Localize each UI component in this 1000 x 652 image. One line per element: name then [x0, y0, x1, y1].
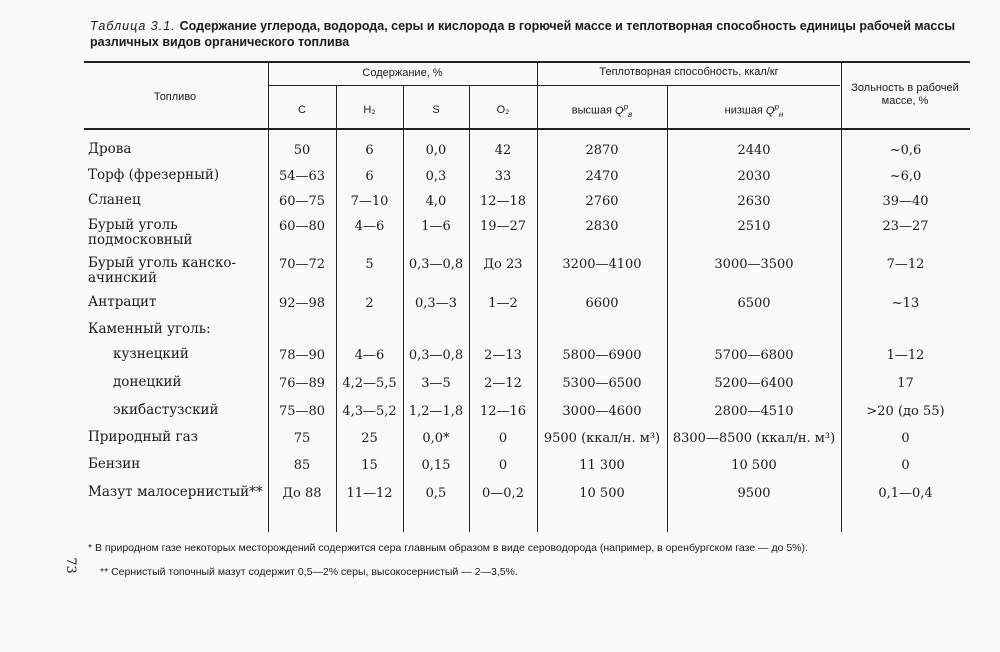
header-content: Содержание, % — [362, 67, 443, 79]
cell-h: 4—6 — [354, 348, 385, 363]
cell-low: 8300—8500 (ккал/н. м³) — [672, 431, 836, 446]
cell-o: 12—16 — [479, 404, 527, 419]
cell-ash: 23—27 — [882, 219, 929, 234]
cell-h: 15 — [361, 458, 378, 473]
cell-low: 9500 — [737, 486, 771, 501]
cell-ash: 39—40 — [882, 194, 929, 209]
rule-header-bottom — [84, 128, 970, 130]
cell-s: 0,3—0,8 — [408, 348, 464, 363]
header-fuel: Топливо — [153, 91, 197, 103]
cell-low: 3000—3500 — [714, 257, 794, 272]
header-lower-label: низшая — [724, 104, 763, 117]
cell-s: 0,0 — [425, 143, 447, 158]
fuel-name: кузнецкий — [113, 346, 189, 362]
header-o: O₂ — [496, 104, 510, 116]
header-h: H₂ — [363, 104, 376, 116]
cell-low: 10 500 — [731, 458, 777, 473]
header-higher-label: высшая — [571, 104, 612, 117]
cell-c: 78—90 — [278, 348, 326, 363]
cell-ash: 0 — [901, 458, 910, 473]
footnote-mazut: ** Сернистый топочный мазут содержит 0,5—2% серы, высокосернистый — 2—3,5%. — [100, 566, 518, 578]
cell-h: 11—12 — [346, 486, 393, 501]
cell-h: 25 — [361, 431, 378, 446]
cell-ash: 17 — [897, 376, 914, 391]
caption-text: Содержание углерода, водорода, серы и кислорода в горючей массе и теплотворная способность единицы рабочей массы различных видов органического топлива — [90, 19, 955, 49]
cell-s: 1—6 — [421, 219, 451, 234]
caption-label: Таблица 3.1. — [90, 19, 176, 33]
cell-high: 9500 (ккал/н. м³) — [543, 431, 661, 446]
cell-o: 19—27 — [479, 219, 527, 234]
rule-subheader — [268, 85, 840, 86]
cell-o: До 23 — [483, 257, 523, 272]
cell-o: 33 — [494, 169, 512, 184]
cell-low: 2440 — [737, 143, 771, 158]
cell-c: До 88 — [282, 486, 322, 501]
cell-o: 0—0,2 — [482, 486, 524, 501]
cell-h: 4,3—5,2 — [342, 404, 397, 419]
header-lower — [667, 100, 841, 121]
cell-high: 11 300 — [579, 458, 625, 473]
cell-ash: 7—12 — [886, 257, 925, 272]
cell-o: 0 — [498, 458, 508, 473]
header-higher-q: $Q^р_в$ — [615, 102, 633, 119]
cell-h: 4,2—5,5 — [342, 376, 397, 391]
cell-high: 3200—4100 — [562, 257, 642, 272]
cell-high: 2760 — [585, 194, 619, 209]
cell-high: 2830 — [585, 219, 619, 234]
cell-ash: 0 — [901, 431, 910, 446]
cell-c: 50 — [293, 143, 311, 158]
cell-high: 6600 — [585, 296, 619, 311]
cell-c: 75—80 — [278, 404, 326, 419]
header-lower-q: $Q^р_н$ — [765, 102, 784, 119]
cell-low: 2030 — [737, 169, 771, 184]
table-caption — [90, 18, 970, 50]
fuel-name: экибастузский — [113, 402, 219, 418]
cell-h: 7—10 — [350, 194, 389, 209]
cell-o: 12—18 — [479, 194, 527, 209]
cell-o: 1—2 — [488, 296, 518, 311]
header-ash: Зольность в рабочей массе, % — [851, 82, 959, 107]
cell-h: 6 — [365, 143, 374, 158]
cell-high: 2470 — [585, 169, 619, 184]
cell-o: 42 — [494, 143, 512, 158]
cell-c: 60—80 — [278, 219, 326, 234]
cell-low: 2800—4510 — [714, 404, 794, 419]
header-higher — [537, 100, 667, 121]
cell-s: 0,3—3 — [415, 296, 457, 311]
fuel-name: Бензин — [88, 456, 141, 472]
cell-ash: ~6,0 — [889, 169, 922, 184]
cell-c: 85 — [293, 458, 311, 473]
cell-low: 2630 — [737, 194, 771, 209]
cell-c: 92—98 — [278, 296, 326, 311]
cell-high: 10 500 — [579, 486, 625, 501]
cell-s: 0,5 — [425, 486, 447, 501]
fuel-name: Сланец — [88, 192, 141, 208]
cell-h: 6 — [365, 169, 374, 184]
cell-h: 2 — [365, 296, 374, 311]
cell-ash: ~13 — [891, 296, 920, 311]
fuel-name: донецкий — [113, 374, 182, 390]
cell-s: 0,3—0,8 — [408, 257, 464, 272]
cell-low: 2510 — [737, 219, 771, 234]
fuel-name: Торф (фрезерный) — [88, 167, 220, 183]
cell-s: 0,15 — [421, 458, 451, 473]
cell-s: 1,2—1,8 — [408, 404, 464, 419]
header-heat: Теплотворная способность, ккал/кг — [599, 66, 779, 78]
cell-h: 5 — [365, 257, 374, 272]
fuel-name: Антрацит — [88, 294, 157, 310]
header-s: S — [432, 104, 440, 116]
cell-c: 75 — [293, 431, 311, 446]
cell-s: 0,3 — [425, 169, 447, 184]
cell-c: 70—72 — [278, 257, 326, 272]
cell-ash: 1—12 — [886, 348, 925, 363]
fuel-name: Дрова — [88, 141, 132, 157]
fuel-name: Природный газ — [88, 429, 199, 445]
cell-high: 2870 — [585, 143, 619, 158]
page-number: 73 — [62, 557, 78, 574]
cell-ash: >20 (до 55) — [866, 404, 945, 419]
cell-c: 54—63 — [278, 169, 326, 184]
fuel-name: Бурый уголь подмосковный — [88, 217, 193, 248]
cell-o: 2—12 — [484, 376, 522, 391]
cell-c: 76—89 — [278, 376, 326, 391]
cell-s: 0,0* — [422, 431, 450, 446]
cell-low: 6500 — [737, 296, 771, 311]
footnote-gas: * В природном газе некоторых месторождений содержится сера главным образом в виде сероводорода (например, в оренбургском газе — до 5%). — [88, 542, 808, 554]
fuel-name: Бурый уголь канско-ачинский — [88, 255, 237, 286]
cell-h: 4—6 — [354, 219, 385, 234]
cell-ash: ~0,6 — [889, 143, 922, 158]
cell-high: 5800—6900 — [562, 348, 642, 363]
cell-o: 2—13 — [484, 348, 522, 363]
cell-high: 5300—6500 — [562, 376, 642, 391]
cell-s: 4,0 — [425, 194, 447, 209]
fuel-name: Каменный уголь: — [88, 321, 211, 337]
cell-ash: 0,1—0,4 — [878, 486, 933, 501]
header-c: C — [298, 104, 306, 116]
cell-low: 5700—6800 — [714, 348, 794, 363]
fuel-name: Мазут малосернистый** — [88, 484, 263, 500]
cell-c: 60—75 — [278, 194, 326, 209]
cell-high: 3000—4600 — [562, 404, 642, 419]
cell-o: 0 — [498, 431, 508, 446]
cell-s: 3—5 — [421, 376, 451, 391]
rule-top — [84, 61, 970, 63]
cell-low: 5200—6400 — [714, 376, 794, 391]
